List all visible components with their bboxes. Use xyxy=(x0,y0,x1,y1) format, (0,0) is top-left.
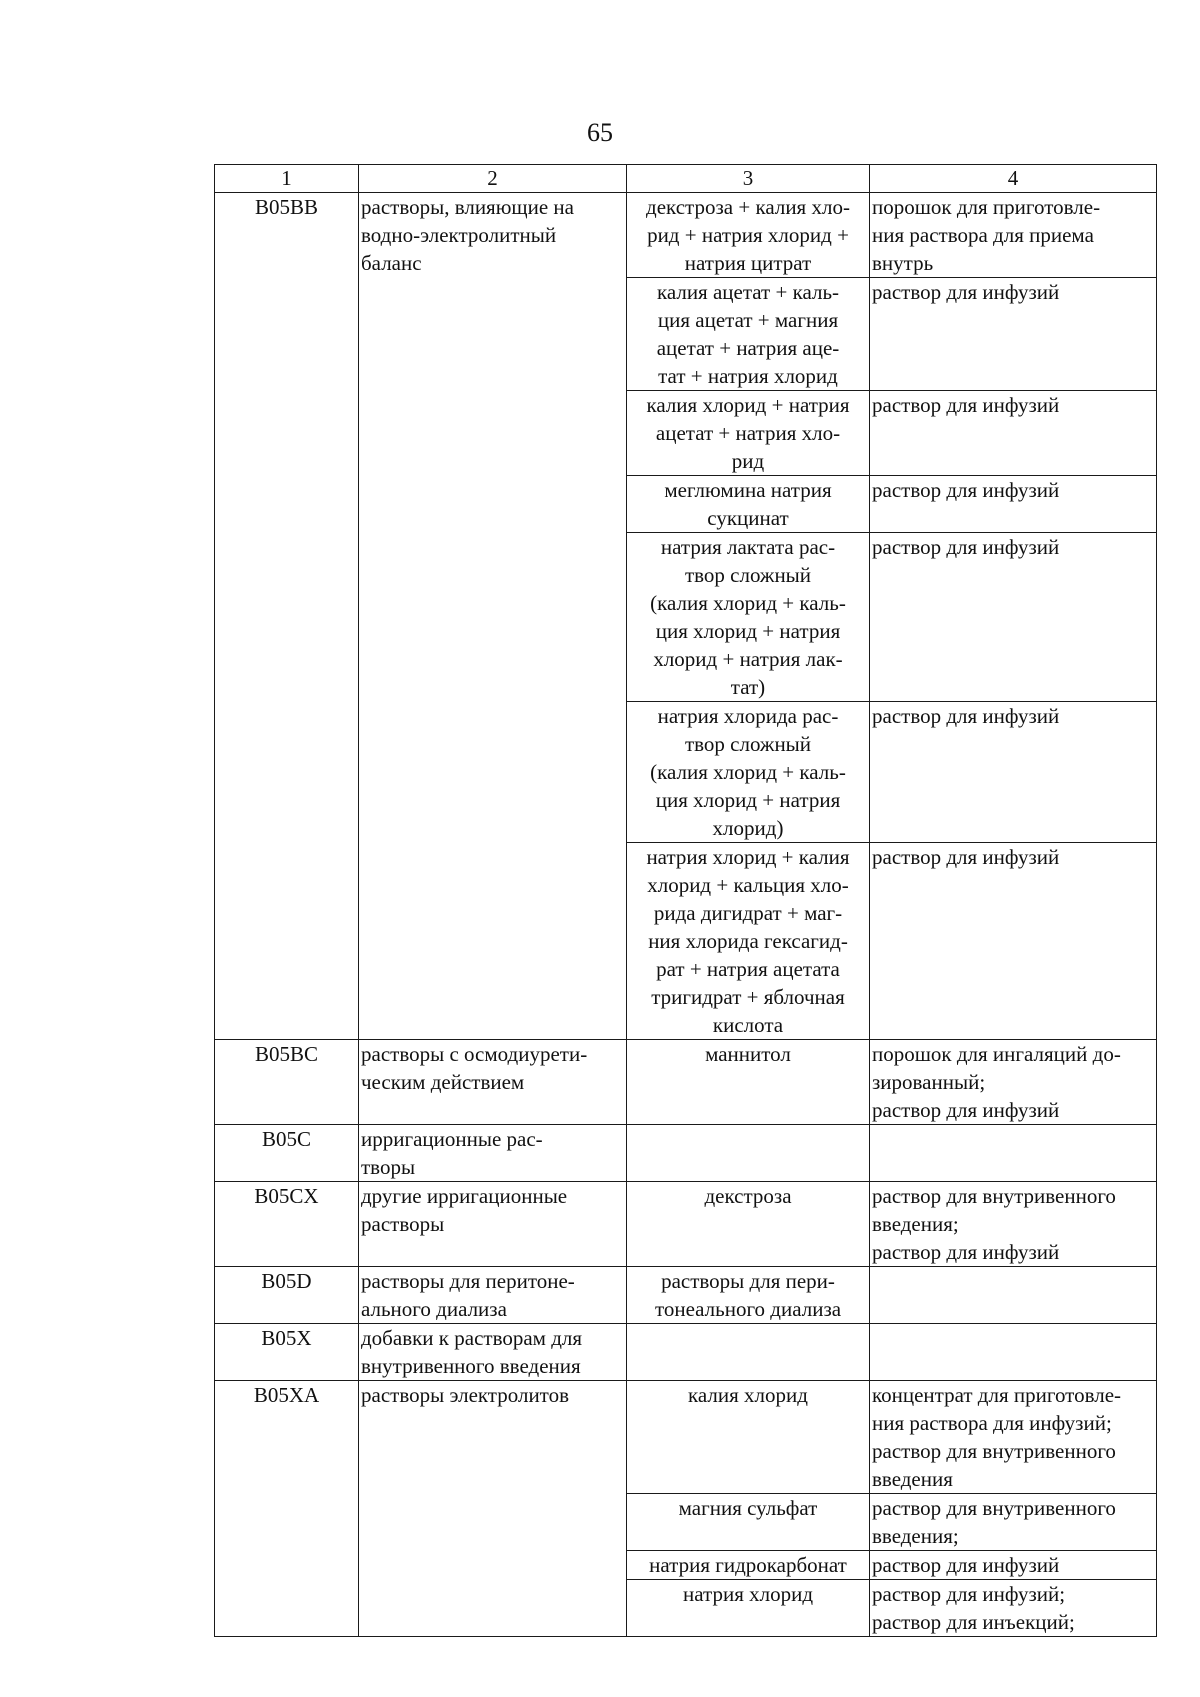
dosage-form-line: раствор для инфузий xyxy=(872,478,1060,502)
drug-name-cell xyxy=(627,1267,870,1324)
table-header-row xyxy=(215,165,1157,193)
atc-code-cell: B05BC xyxy=(215,1040,359,1125)
dosage-form-line: раствор для внутривенного xyxy=(872,1496,1116,1520)
drug-name-line: твор сложный xyxy=(684,563,812,587)
drug-name-line: тат + натрия хлорид xyxy=(658,364,838,388)
dosage-form-line: раствор для внутривенного xyxy=(872,1439,1116,1463)
dosage-form-cell xyxy=(870,1580,1157,1637)
drug-name-line: натрия хлорид + калия xyxy=(646,845,850,869)
drug-name-line: маннитол xyxy=(705,1042,791,1066)
drug-name-cell xyxy=(627,193,870,278)
drug-name-line: натрия хлорид xyxy=(683,1582,813,1606)
dosage-form-line: ния раствора для инфузий; xyxy=(872,1411,1112,1435)
drug-name-line: твор сложный xyxy=(684,732,812,756)
dosage-form-cell xyxy=(870,1267,1157,1324)
drug-name-cell xyxy=(627,391,870,476)
drug-name-line: хлорид + натрия лак- xyxy=(653,647,843,671)
drug-name-cell xyxy=(627,702,870,843)
group-name-line: водно-электролитный xyxy=(361,223,557,247)
drug-name-line: калия ацетат + каль- xyxy=(656,280,840,304)
table-body xyxy=(215,193,1157,1637)
dosage-form-cell xyxy=(870,702,1157,843)
group-name-line: творы xyxy=(361,1155,416,1179)
drug-name-line: хлорид + кальция хло- xyxy=(647,873,849,897)
dosage-form-line: введения; xyxy=(872,1212,959,1236)
atc-code-cell: B05BB xyxy=(215,193,359,1040)
dosage-form-line: раствор для инфузий xyxy=(872,535,1060,559)
drug-name-line: кислота xyxy=(712,1013,784,1037)
group-name-line: добавки к растворам для xyxy=(361,1326,583,1350)
drug-name-line: декстроза xyxy=(704,1184,792,1208)
drug-name-line: ния хлорида гексагид- xyxy=(648,929,848,953)
dosage-form-line: введения xyxy=(872,1467,953,1491)
dosage-form-line: раствор для инфузий xyxy=(872,280,1060,304)
dosage-form-line: раствор для инфузий xyxy=(872,1553,1060,1577)
drug-name-cell xyxy=(627,1040,870,1125)
dosage-form-cell xyxy=(870,1182,1157,1267)
dosage-form-cell xyxy=(870,1324,1157,1381)
dosage-form-line: раствор для инъекций; xyxy=(872,1610,1075,1634)
dosage-form-line: раствор для инфузий xyxy=(872,393,1060,417)
drug-name-cell xyxy=(627,843,870,1040)
group-name-cell xyxy=(359,1182,627,1267)
group-name-cell xyxy=(359,1381,627,1637)
group-name-line: растворы с осмодиурети- xyxy=(361,1042,588,1066)
dosage-form-line: раствор для инфузий xyxy=(872,1098,1060,1122)
table-row xyxy=(215,1381,1157,1494)
drug-name-cell xyxy=(627,1125,870,1182)
table-row xyxy=(215,193,1157,278)
group-name-cell xyxy=(359,1324,627,1381)
drug-classification-table xyxy=(214,164,1157,1637)
drug-name-line: натрия лактата рас- xyxy=(660,535,836,559)
table-row xyxy=(215,1182,1157,1267)
dosage-form-line: раствор для инфузий; xyxy=(872,1582,1066,1606)
dosage-form-cell xyxy=(870,1040,1157,1125)
dosage-form-cell xyxy=(870,533,1157,702)
group-name-line: ирригационные рас- xyxy=(361,1127,543,1151)
dosage-form-cell xyxy=(870,843,1157,1040)
drug-name-line: (калия хлорид + каль- xyxy=(650,760,846,784)
dosage-form-line: порошок для ингаляций до- xyxy=(872,1042,1121,1066)
drug-name-line: сукцинат xyxy=(707,506,789,530)
table-row xyxy=(215,1125,1157,1182)
drug-name-cell xyxy=(627,1324,870,1381)
drug-name-line: хлорид) xyxy=(712,816,784,840)
group-name-cell xyxy=(359,1040,627,1125)
dosage-form-line: внутрь xyxy=(872,251,934,275)
drug-name-line: рат + натрия ацетата xyxy=(656,957,840,981)
atc-code-cell: B05D xyxy=(215,1267,359,1324)
drug-name-line: декстроза + калия хло- xyxy=(646,195,850,219)
drug-name-cell xyxy=(627,476,870,533)
drug-name-line: натрия хлорида рас- xyxy=(657,704,839,728)
drug-name-line: рида дигидрат + маг- xyxy=(653,901,843,925)
dosage-form-cell xyxy=(870,1494,1157,1551)
dosage-form-line: введения; xyxy=(872,1524,959,1548)
dosage-form-line: ния раствора для приема xyxy=(872,223,1094,247)
atc-code-cell: B05X xyxy=(215,1324,359,1381)
group-name-line: баланс xyxy=(361,251,422,275)
atc-code-cell: B05C xyxy=(215,1125,359,1182)
header-col-2: 2 xyxy=(359,165,627,193)
drug-name-line: (калия хлорид + каль- xyxy=(650,591,846,615)
table-row xyxy=(215,1267,1157,1324)
drug-name-cell xyxy=(627,1580,870,1637)
drug-name-line: рид + натрия хлорид + xyxy=(647,223,849,247)
drug-name-line: меглюмина натрия xyxy=(664,478,832,502)
drug-name-cell xyxy=(627,278,870,391)
dosage-form-line: раствор для инфузий xyxy=(872,1240,1060,1264)
table-row xyxy=(215,1040,1157,1125)
drug-name-cell xyxy=(627,1182,870,1267)
drug-name-line: ция хлорид + натрия xyxy=(655,619,841,643)
group-name-line: другие ирригационные xyxy=(361,1184,568,1208)
dosage-form-line: зированный; xyxy=(872,1070,986,1094)
group-name-cell xyxy=(359,1125,627,1182)
drug-name-line: калия хлорид + натрия xyxy=(646,393,850,417)
group-name-line: растворы, влияющие на xyxy=(361,195,574,219)
dosage-form-line: раствор для инфузий xyxy=(872,845,1060,869)
dosage-form-cell xyxy=(870,278,1157,391)
group-name-cell xyxy=(359,193,627,1040)
dosage-form-line: раствор для инфузий xyxy=(872,704,1060,728)
group-name-line: растворы xyxy=(361,1212,445,1236)
dosage-form-line: раствор для внутривенного xyxy=(872,1184,1116,1208)
dosage-form-cell xyxy=(870,391,1157,476)
group-name-line: растворы для перитоне- xyxy=(361,1269,575,1293)
dosage-form-line: порошок для приготовле- xyxy=(872,195,1101,219)
header-col-1: 1 xyxy=(215,165,359,193)
drug-name-line: ция ацетат + магния xyxy=(657,308,839,332)
drug-name-line: ция хлорид + натрия xyxy=(655,788,841,812)
drug-name-line: ацетат + натрия аце- xyxy=(656,336,840,360)
drug-name-line: рид xyxy=(731,449,765,473)
dosage-form-cell xyxy=(870,1551,1157,1580)
group-name-cell xyxy=(359,1267,627,1324)
dosage-form-cell xyxy=(870,1381,1157,1494)
dosage-form-cell xyxy=(870,193,1157,278)
drug-name-line: тонеального диализа xyxy=(654,1297,842,1321)
drug-name-cell xyxy=(627,533,870,702)
header-col-3: 3 xyxy=(627,165,870,193)
drug-name-line: натрия гидрокарбонат xyxy=(649,1553,847,1577)
dosage-form-cell xyxy=(870,476,1157,533)
atc-code-cell: B05XA xyxy=(215,1381,359,1637)
drug-name-cell xyxy=(627,1381,870,1494)
header-col-4: 4 xyxy=(870,165,1157,193)
drug-name-line: натрия цитрат xyxy=(684,251,812,275)
group-name-line: ального диализа xyxy=(361,1297,507,1321)
drug-name-line: растворы для пери- xyxy=(661,1269,835,1293)
drug-name-line: тат) xyxy=(730,675,766,699)
atc-code-cell: B05CX xyxy=(215,1182,359,1267)
drug-name-line: тригидрат + яблочная xyxy=(651,985,845,1009)
drug-name-cell xyxy=(627,1551,870,1580)
table-row xyxy=(215,1324,1157,1381)
group-name-line: ческим действием xyxy=(361,1070,525,1094)
dosage-form-cell xyxy=(870,1125,1157,1182)
page-number: 65 xyxy=(587,118,613,147)
drug-name-cell xyxy=(627,1494,870,1551)
dosage-form-line: концентрат для приготовле- xyxy=(872,1383,1122,1407)
group-name-line: растворы электролитов xyxy=(361,1383,570,1407)
drug-name-line: ацетат + натрия хло- xyxy=(655,421,841,445)
group-name-line: внутривенного введения xyxy=(361,1354,581,1378)
drug-name-line: магния сульфат xyxy=(678,1496,818,1520)
drug-name-line: калия хлорид xyxy=(688,1383,808,1407)
